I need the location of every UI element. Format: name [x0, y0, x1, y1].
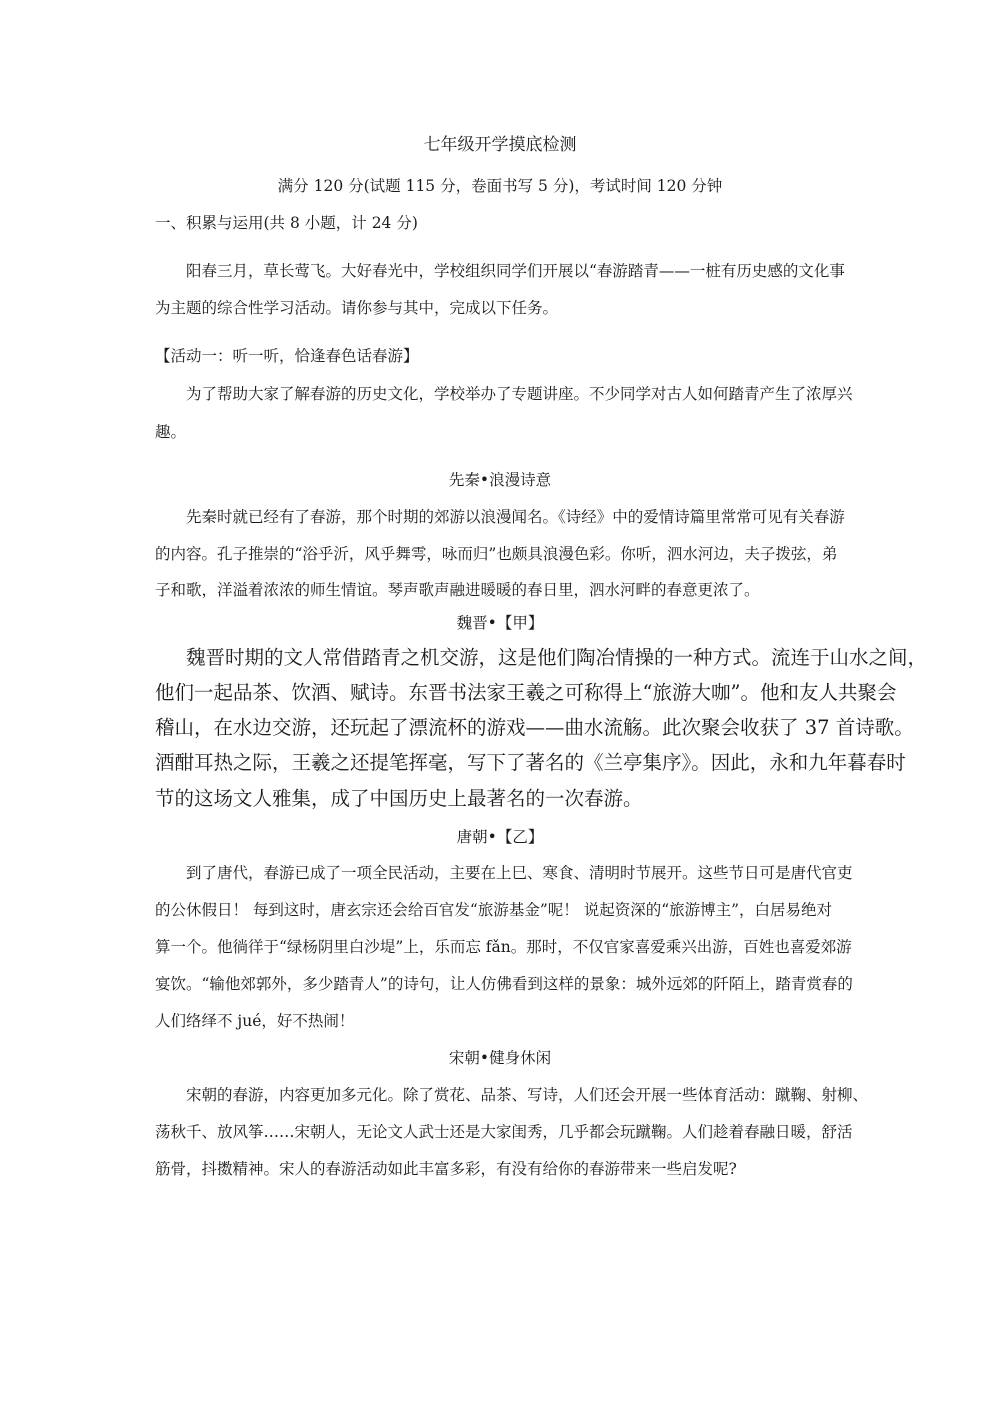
intro-line-1: 阳春三月，草长莺飞。大好春光中，学校组织同学们开展以“春游踏青——一桩有历史感的文化事	[186, 262, 845, 280]
exam-title: 七年级开学摸底检测	[423, 135, 577, 155]
weijin-line-5: 节的这场文人雅集，成了中国历史上最著名的一次春游。	[155, 787, 643, 810]
exam-subtitle: 满分 120 分(试题 115 分，卷面书写 5 分)，考试时间 120 分钟	[277, 177, 723, 195]
tang-line-3: 算一个。他徜徉于“绿杨阴里白沙堤”上，乐而忘 fǎn。那时，不仅官家喜爱乘兴出游，百姓也喜爱郊游	[155, 938, 852, 956]
tang-heading: 唐朝•【乙】	[456, 828, 544, 846]
weijin-line-3: 稽山，在水边交游，还玩起了漂流杯的游戏——曲水流觞。此次聚会收获了 37 首诗歌。	[155, 716, 914, 739]
xianqin-heading: 先秦•浪漫诗意	[448, 471, 552, 489]
weijin-heading: 魏晋•【甲】	[456, 614, 544, 632]
song-line-3: 筋骨，抖擞精神。宋人的春游活动如此丰富多彩，有没有给你的春游带来一些启发呢?	[155, 1160, 737, 1178]
weijin-line-4: 酒酣耳热之际，王羲之还提笔挥毫，写下了著名的《兰亭集序》。因此，永和九年暮春时	[155, 751, 906, 774]
song-line-2: 荡秋千、放风筝……宋朝人，无论文人武士还是大家闺秀，几乎都会玩蹴鞠。人们趁着春融日暖，舒活	[155, 1123, 853, 1141]
section-heading: 一、积累与运用(共 8 小题，计 24 分)	[155, 214, 418, 232]
xianqin-line-2: 的内容。孔子推崇的“浴乎沂，风乎舞雩，咏而归”也颇具浪漫色彩。你听，泗水河边，夫子拨弦，弟	[155, 545, 838, 563]
tang-line-2: 的公休假日！ 每到这时，唐玄宗还会给百官发“旅游基金”呢！ 说起资深的“旅游博主”，白居易绝对	[155, 901, 833, 919]
activity1-heading: 【活动一：听一听，恰逢春色话春游】	[155, 347, 419, 365]
xianqin-line-1: 先秦时就已经有了春游，那个时期的郊游以浪漫闻名。《诗经》中的爱情诗篇里常常可见有关春游	[186, 508, 845, 526]
tang-line-5: 人们络绎不 jué，好不热闹！	[155, 1012, 355, 1030]
weijin-line-2: 他们一起品茶、饮酒、赋诗。东晋书法家王羲之可称得上“旅游大咖”。他和友人共聚会	[155, 681, 897, 704]
weijin-line-1: 魏晋时期的文人常借踏青之机交游，这是他们陶冶情操的一种方式。流连于山水之间，	[186, 646, 928, 669]
tang-line-1: 到了唐代，春游已成了一项全民活动，主要在上巳、寒食、清明时节展开。这些节日可是唐代官吏	[186, 864, 853, 882]
xianqin-line-3: 子和歌，洋溢着浓浓的师生情谊。琴声歌声融进暖暖的春日里，泗水河畔的春意更浓了。	[155, 581, 760, 599]
song-line-1: 宋朝的春游，内容更加多元化。除了赏花、品茶、写诗，人们还会开展一些体育活动：蹴鞠、射柳、	[186, 1086, 869, 1104]
tang-line-4: 宴饮。“输他郊郭外，多少踏青人”的诗句，让人仿佛看到这样的景象：城外远郊的阡陌上，踏青赏春的	[155, 975, 853, 993]
activity1-line-2: 趣。	[155, 423, 187, 441]
song-heading: 宋朝•健身休闲	[448, 1049, 552, 1067]
intro-line-2: 为主题的综合性学习活动。请你参与其中，完成以下任务。	[155, 299, 559, 317]
activity1-line-1: 为了帮助大家了解春游的历史文化，学校举办了专题讲座。不少同学对古人如何踏青产生了浓厚兴	[186, 385, 853, 403]
